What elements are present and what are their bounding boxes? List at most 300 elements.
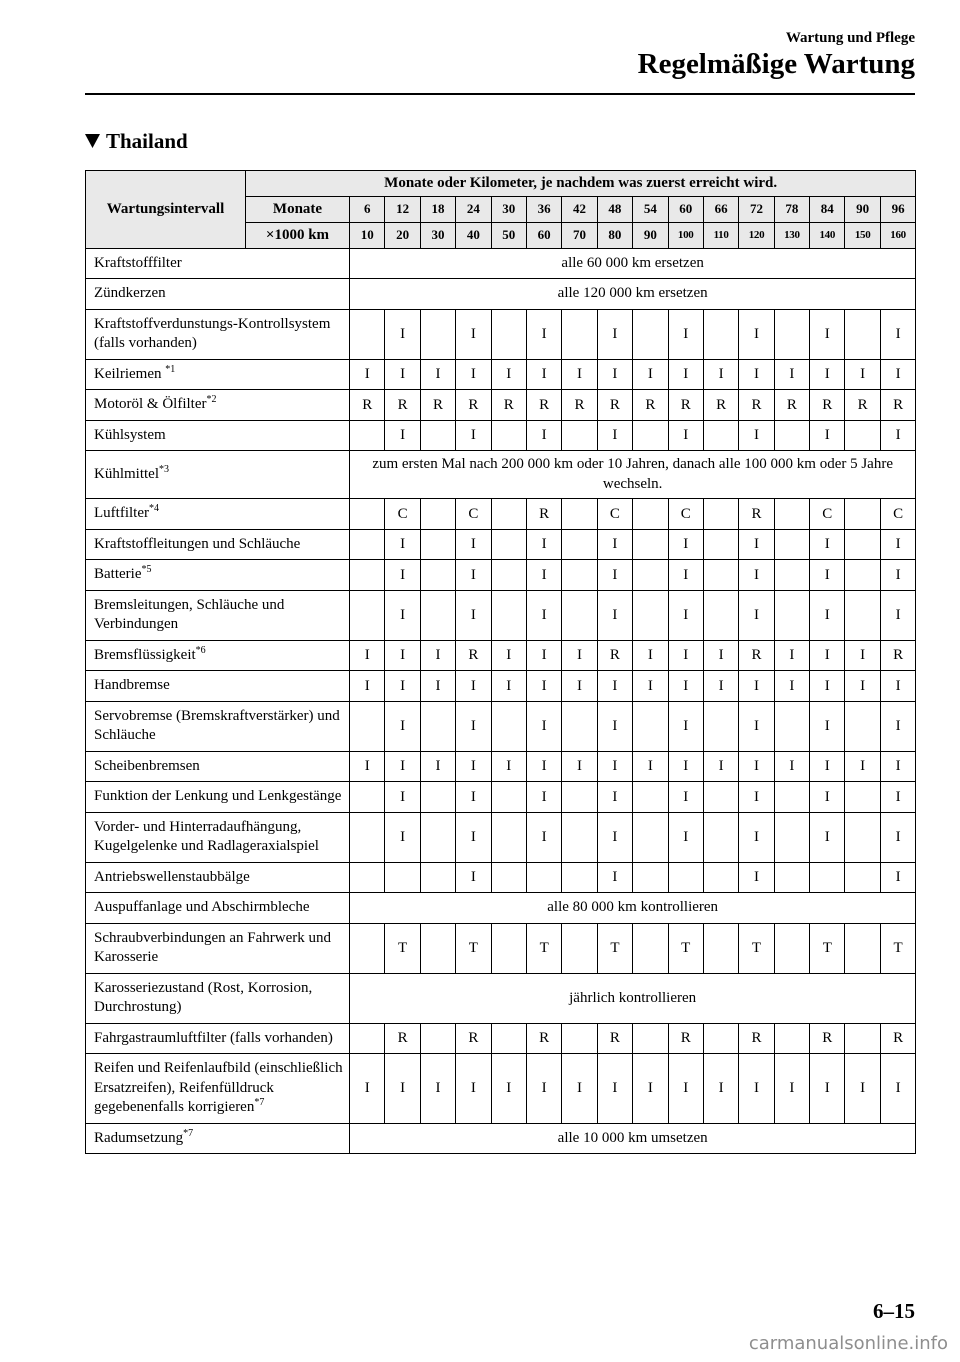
mark-cell: I [739,671,774,702]
mark-cell [350,1023,385,1054]
mark-cell [420,499,455,530]
mark-cell: I [350,671,385,702]
mark-cell: R [562,390,597,421]
mark-cell: I [420,751,455,782]
row-span-text: alle 60 000 km ersetzen [350,248,916,279]
row-label: Luftfilter$^{*4}$ [86,499,350,530]
month-col-66: 66 [703,196,738,222]
mark-cell: I [526,640,561,671]
mark-cell: T [385,923,420,973]
table-row [86,751,916,782]
footnote-marker: *7 [254,1097,265,1109]
mark-cell: I [810,1054,845,1124]
month-col-54: 54 [633,196,668,222]
mark-cell: I [845,359,880,390]
mark-cell [350,309,385,359]
mark-cell [491,529,526,560]
table-row [86,560,916,591]
mark-cell: C [880,499,915,530]
mark-cell [562,499,597,530]
mark-cell: I [633,640,668,671]
table-row [86,782,916,813]
mark-cell [420,862,455,893]
mark-cell: I [350,751,385,782]
mark-cell: I [810,590,845,640]
mark-cell: I [526,812,561,862]
mark-cell: R [456,640,491,671]
mark-cell [562,420,597,451]
mark-cell [491,499,526,530]
mark-cell: I [739,751,774,782]
mark-cell: I [810,701,845,751]
mark-cell: I [810,359,845,390]
mark-cell: I [810,529,845,560]
mark-cell [562,923,597,973]
row-label: Kraftstofffilter [86,248,350,279]
month-col-90: 90 [845,196,880,222]
mark-cell: I [597,309,632,359]
mark-cell: I [739,701,774,751]
mark-cell [633,499,668,530]
mark-cell: I [880,560,915,591]
mark-cell: I [385,751,420,782]
mark-cell: R [385,1023,420,1054]
mark-cell: R [633,390,668,421]
table-row [86,279,916,310]
mark-cell: I [597,359,632,390]
mark-cell: I [845,671,880,702]
mark-cell: I [562,1054,597,1124]
mark-cell: I [526,701,561,751]
mark-cell: I [491,1054,526,1124]
mark-cell: I [774,751,809,782]
km-label-cell: ×1000 km [246,222,350,248]
row-label: Kühlmittel$^{*3}$ [86,451,350,499]
mark-cell: I [774,1054,809,1124]
mark-cell [420,782,455,813]
footnote-marker: *5 [141,564,152,576]
mark-cell [845,420,880,451]
mark-cell: I [562,640,597,671]
mark-cell: I [597,420,632,451]
mark-cell: R [526,1023,561,1054]
mark-cell [491,923,526,973]
mark-cell: I [420,1054,455,1124]
mark-cell: R [739,499,774,530]
km-col-60: 60 [526,222,561,248]
mark-cell: I [456,862,491,893]
row-span-text: alle 10 000 km umsetzen [350,1123,916,1154]
mark-cell [562,1023,597,1054]
footnote-marker: *3 [159,464,169,476]
row-label: Handbremse [86,671,350,702]
mark-cell [562,529,597,560]
mark-cell: I [739,309,774,359]
table-row [86,671,916,702]
mark-cell [845,309,880,359]
mark-cell: I [810,640,845,671]
mark-cell [703,923,738,973]
mark-cell: I [668,671,703,702]
table-row [86,701,916,751]
mark-cell: T [810,923,845,973]
mark-cell: R [739,640,774,671]
mark-cell [562,862,597,893]
mark-cell [774,782,809,813]
mark-cell: T [456,923,491,973]
mark-cell: I [385,671,420,702]
mark-cell: I [456,671,491,702]
mark-cell [633,812,668,862]
mark-cell [845,923,880,973]
mark-cell [491,420,526,451]
mark-cell: I [810,751,845,782]
mark-cell: I [456,420,491,451]
mark-cell [491,309,526,359]
header-row-span [86,170,916,196]
mark-cell: I [526,590,561,640]
mark-cell: I [880,782,915,813]
mark-cell: C [668,499,703,530]
mark-cell [845,590,880,640]
mark-cell: I [739,529,774,560]
mark-cell: I [350,640,385,671]
mark-cell: I [668,420,703,451]
mark-cell [526,862,561,893]
mark-cell [633,529,668,560]
mark-cell [845,782,880,813]
mark-cell: I [880,420,915,451]
mark-cell [845,812,880,862]
mark-cell: I [880,671,915,702]
mark-cell [562,812,597,862]
mark-cell: R [597,1023,632,1054]
row-span-text: alle 120 000 km ersetzen [350,279,916,310]
km-col-120: 120 [739,222,774,248]
mark-cell: R [491,390,526,421]
mark-cell: R [526,390,561,421]
mark-cell [668,862,703,893]
mark-cell: I [668,309,703,359]
mark-cell: I [562,751,597,782]
mark-cell [774,529,809,560]
table-row [86,451,916,499]
mark-cell: I [385,359,420,390]
mark-cell: C [385,499,420,530]
mark-cell [350,499,385,530]
mark-cell: I [597,529,632,560]
table-row [86,529,916,560]
month-col-60: 60 [668,196,703,222]
mark-cell [562,560,597,591]
mark-cell: I [633,751,668,782]
mark-cell: R [350,390,385,421]
mark-cell: I [456,701,491,751]
mark-cell [420,1023,455,1054]
month-col-36: 36 [526,196,561,222]
row-label: Kraftstoffleitungen und Schläuche [86,529,350,560]
mark-cell: I [668,590,703,640]
mark-cell: I [703,359,738,390]
mark-cell: T [739,923,774,973]
mark-cell [491,862,526,893]
table-row [86,862,916,893]
mark-cell [420,701,455,751]
month-col-42: 42 [562,196,597,222]
mark-cell: I [633,359,668,390]
page-title: Regelmäßige Wartung [637,48,915,80]
mark-cell [562,590,597,640]
km-col-160: 160 [880,222,915,248]
mark-cell: I [526,751,561,782]
mark-cell: I [597,590,632,640]
mark-cell [350,529,385,560]
mark-cell: I [668,1054,703,1124]
table-row [86,1023,916,1054]
month-col-96: 96 [880,196,915,222]
mark-cell [350,701,385,751]
km-col-50: 50 [491,222,526,248]
table-row [86,420,916,451]
month-col-48: 48 [597,196,632,222]
mark-cell: I [456,812,491,862]
mark-cell [703,1023,738,1054]
footnote-marker: *4 [148,503,159,515]
mark-cell: I [385,701,420,751]
mark-cell: I [739,359,774,390]
row-label: Keilriemen $^{*1}$ [86,359,350,390]
mark-cell: R [597,390,632,421]
mark-cell: I [526,309,561,359]
mark-cell: I [562,671,597,702]
mark-cell: I [880,359,915,390]
mark-cell: I [385,529,420,560]
mark-cell [350,590,385,640]
km-col-150: 150 [845,222,880,248]
mark-cell [845,1023,880,1054]
row-label: Servobremse (Bremskraftverstärker) und Schläuche [86,701,350,751]
row-label: Antriebswellenstaubbälge [86,862,350,893]
mark-cell: R [845,390,880,421]
mark-cell: I [703,671,738,702]
mark-cell [774,590,809,640]
mark-cell [350,923,385,973]
km-col-70: 70 [562,222,597,248]
mark-cell [845,529,880,560]
mark-cell [845,560,880,591]
km-col-140: 140 [810,222,845,248]
mark-cell: T [668,923,703,973]
mark-cell [420,923,455,973]
mark-cell [350,812,385,862]
row-label: Bremsleitungen, Schläuche und Verbindungen [86,590,350,640]
mark-cell [703,590,738,640]
mark-cell: I [526,782,561,813]
mark-cell: I [526,420,561,451]
month-col-30: 30 [491,196,526,222]
mark-cell [350,560,385,591]
mark-cell: I [456,529,491,560]
row-label: Zündkerzen [86,279,350,310]
mark-cell [774,812,809,862]
mark-cell [845,499,880,530]
mark-cell: I [562,359,597,390]
mark-cell [810,862,845,893]
mark-cell: I [739,782,774,813]
mark-cell: C [810,499,845,530]
mark-cell: I [739,590,774,640]
table-row [86,1123,916,1154]
month-col-6: 6 [350,196,385,222]
mark-cell: I [810,420,845,451]
header-category: Wartung und Pflege [785,30,915,46]
watermark: carmanualsonline.info [748,1333,948,1354]
section-title: Thailand [106,128,188,153]
table-body [86,248,916,1154]
mark-cell: I [774,671,809,702]
mark-cell [703,812,738,862]
mark-cell: I [597,1054,632,1124]
row-label: Batterie$^{*5}$ [86,560,350,591]
mark-cell: I [668,751,703,782]
mark-cell: I [491,359,526,390]
mark-cell [703,309,738,359]
mark-cell [562,701,597,751]
mark-cell [703,560,738,591]
mark-cell [420,529,455,560]
mark-cell: I [668,812,703,862]
mark-cell [633,309,668,359]
table-row [86,973,916,1023]
mark-cell: R [668,1023,703,1054]
mark-cell: I [456,782,491,813]
mark-cell: I [845,1054,880,1124]
mark-cell [703,529,738,560]
mark-cell: I [385,640,420,671]
table-row [86,640,916,671]
mark-cell [703,701,738,751]
mark-cell: R [880,390,915,421]
mark-cell: I [350,359,385,390]
mark-cell [385,862,420,893]
mark-cell: I [456,1054,491,1124]
mark-cell: I [880,309,915,359]
mark-cell [491,1023,526,1054]
mark-cell: I [350,1054,385,1124]
mark-cell [774,1023,809,1054]
footnote-marker: *2 [206,394,217,406]
mark-cell: I [597,671,632,702]
month-col-78: 78 [774,196,809,222]
row-span-text: zum ersten Mal nach 200 000 km oder 10 Jahren, danach alle 100 000 km oder 5 Jahre wechseln. [350,451,916,499]
mark-cell: I [810,671,845,702]
mark-cell: I [880,701,915,751]
mark-cell: R [668,390,703,421]
mark-cell: C [597,499,632,530]
section-heading [85,129,915,154]
row-label: Motoröl & Ölfilter$^{*2}$ [86,390,350,421]
month-col-84: 84 [810,196,845,222]
row-span-text: jährlich kontrollieren [350,973,916,1023]
month-col-12: 12 [385,196,420,222]
table-row [86,590,916,640]
mark-cell: R [385,390,420,421]
row-label: Reifen und Reifenlaufbild (einschließlich Ersatzreifen), Reifenfülldruck gegebenenfalls korrigieren$^{*7}$ [86,1054,350,1124]
mark-cell [350,862,385,893]
mark-cell: I [739,420,774,451]
mark-cell: I [810,782,845,813]
mark-cell: I [810,309,845,359]
mark-cell: R [739,390,774,421]
footnote-marker: *7 [183,1127,194,1139]
km-col-110: 110 [703,222,738,248]
mark-cell: I [491,640,526,671]
mark-cell: R [774,390,809,421]
mark-cell: I [456,560,491,591]
mark-cell: I [668,359,703,390]
mark-cell: I [456,751,491,782]
mark-cell: R [597,640,632,671]
mark-cell: I [880,751,915,782]
mark-cell: I [703,1054,738,1124]
km-col-80: 80 [597,222,632,248]
mark-cell [633,701,668,751]
footnote-marker: *6 [195,644,206,656]
mark-cell: R [810,390,845,421]
mark-cell: I [491,751,526,782]
mark-cell: I [633,1054,668,1124]
km-col-10: 10 [350,222,385,248]
mark-cell: I [880,529,915,560]
mark-cell: I [880,862,915,893]
km-col-90: 90 [633,222,668,248]
mark-cell: I [668,560,703,591]
mark-cell [633,1023,668,1054]
mark-cell [774,560,809,591]
table-row [86,390,916,421]
mark-cell: I [597,701,632,751]
mark-cell: I [456,359,491,390]
mark-cell: R [810,1023,845,1054]
mark-cell [420,420,455,451]
mark-cell: I [668,701,703,751]
mark-cell [633,560,668,591]
table-row [86,499,916,530]
table-row [86,309,916,359]
mark-cell [633,782,668,813]
mark-cell [491,590,526,640]
mark-cell: I [420,640,455,671]
mark-cell: I [491,671,526,702]
mark-cell: I [385,309,420,359]
km-col-30: 30 [420,222,455,248]
mark-cell: I [633,671,668,702]
mark-cell [703,420,738,451]
mark-cell: I [703,640,738,671]
table-row [86,359,916,390]
table-row [86,248,916,279]
mark-cell: I [526,529,561,560]
header-rule [85,93,915,95]
row-label: Scheibenbremsen [86,751,350,782]
mark-cell [633,420,668,451]
mark-cell: I [774,359,809,390]
mark-cell [491,560,526,591]
mark-cell: T [597,923,632,973]
page-header [85,30,915,81]
mark-cell: I [668,529,703,560]
row-label: Fahrgastraumluftfilter (falls vorhanden) [86,1023,350,1054]
